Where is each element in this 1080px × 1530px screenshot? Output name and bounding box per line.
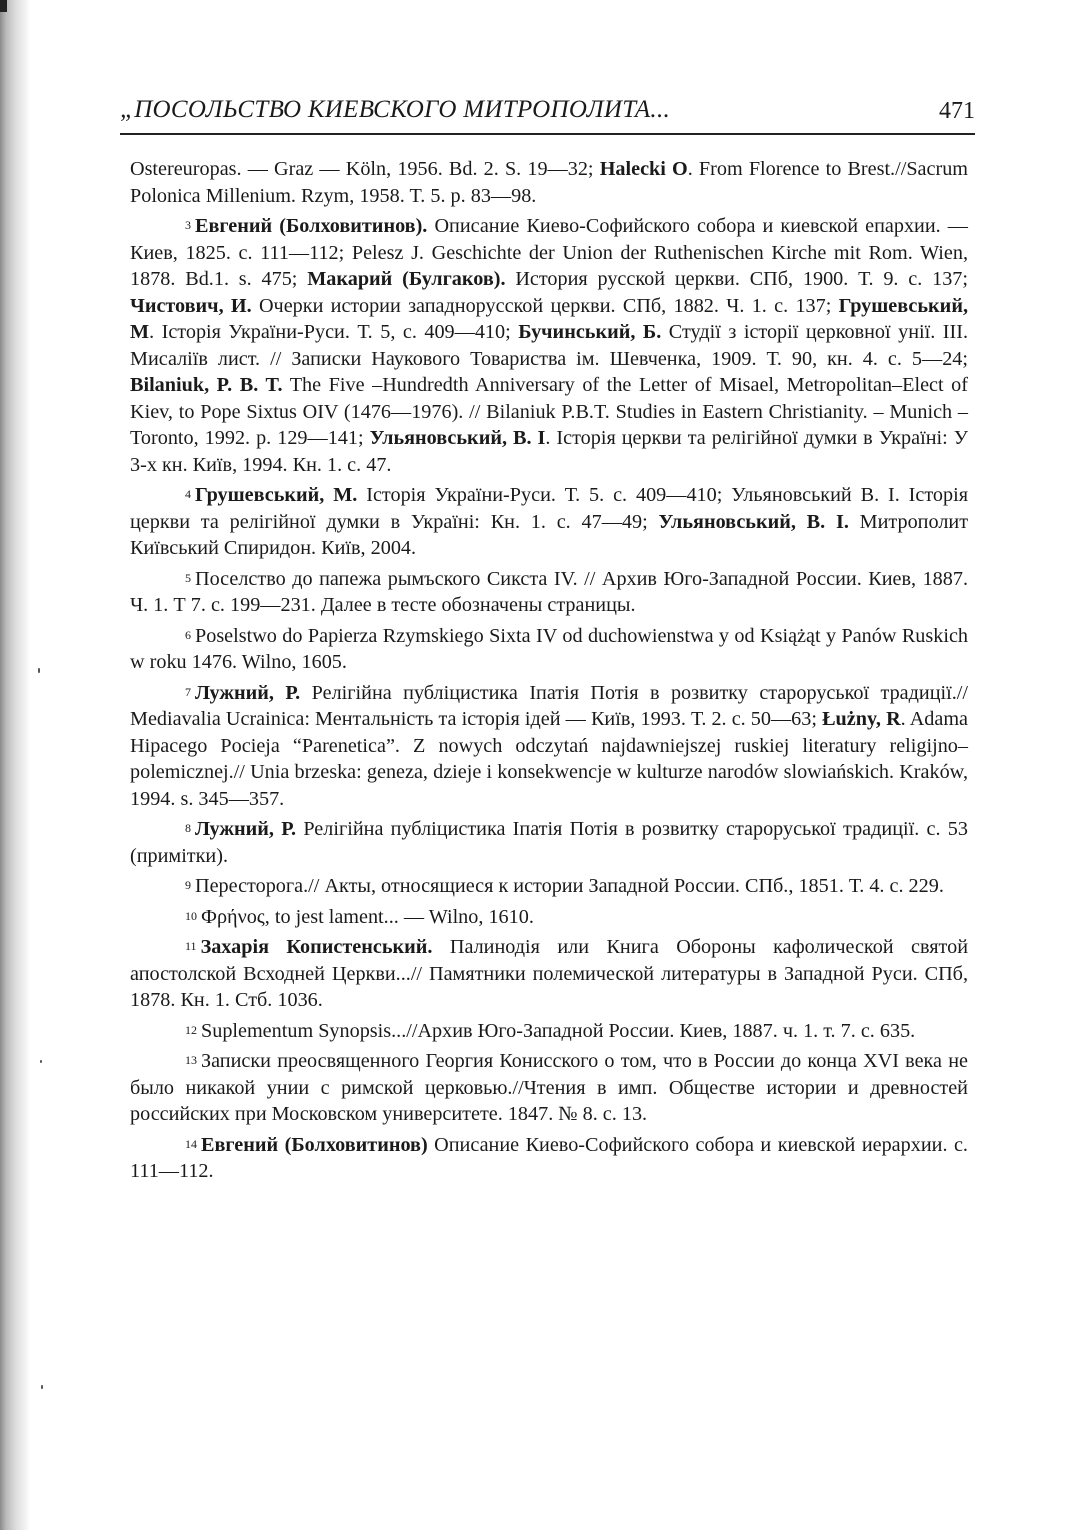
footnote-text: Poselstwo do Papierza Rzymskiego Sixta IV od duchowienstwa y od Książąt y Panów Ruskich w roku 1476. Wilno, 1605. bbox=[130, 624, 968, 673]
scan-speck bbox=[40, 1060, 42, 1063]
footnote-number: 14 bbox=[185, 1136, 197, 1151]
footnote-text: Студії з історії церковної унії. III. Мисаліїв лист. // Записки Наукового Товариства ім. Шевченка, 1909. Т. 90, кн. 4. с. 5—24; bbox=[130, 321, 968, 370]
footnote-author: Лужний, Р. bbox=[195, 818, 297, 840]
footnote-text: Митрополит Київський Спиридон. Київ, 2004. bbox=[130, 510, 969, 559]
footnote-number: 13 bbox=[185, 1053, 197, 1067]
footnote bbox=[130, 566, 968, 619]
footnote-text: Записки преосвященного Георгия Конисского о том, что в России до конца XVI века не было никакой унии с римской церковью.//Чтения в имп. Обществе истории и древностей российских при Московском университете. 1847. № 8. с. 13. bbox=[130, 1050, 968, 1125]
header-rule bbox=[120, 133, 975, 135]
footnote bbox=[130, 156, 968, 209]
running-header bbox=[120, 96, 975, 136]
footnote-author: Макарий (Булгаков). bbox=[307, 268, 506, 290]
footnote bbox=[130, 680, 968, 813]
footnote-text: . Історія церкви та релігійної думки в Україні: У 3-х кн. Київ, 1994. Кн. 1. с. 47. bbox=[130, 427, 968, 476]
footnote-number: 12 bbox=[185, 1022, 197, 1037]
footnote-text: История русской церкви. СПб, 1900. Т. 9. с. 137; bbox=[505, 268, 968, 290]
footnote-number: 10 bbox=[185, 908, 197, 923]
footnote-author: Грушевський, М bbox=[130, 294, 968, 343]
footnote bbox=[130, 482, 968, 562]
footnote bbox=[130, 1132, 968, 1185]
footnote-text: Поселство до папежа рымъского Сикста IV. // Архив Юго-Западной России. Киев, 1887. Ч. 1. Т 7. с. 199—231. Далее в тесте обозначены страницы. bbox=[130, 567, 968, 616]
footnote-text: Очерки истории западнорусской церкви. СПб, 1882. Ч. 1. с. 137; bbox=[251, 294, 839, 317]
footnote-author: Лужний, Р. bbox=[195, 681, 301, 704]
footnote-number: 11 bbox=[185, 939, 197, 953]
footnote-number: 8 bbox=[185, 821, 191, 835]
footnote-text: Історія України-Руси. Т. 5. с. 409—410; Ульяновський В. І. Історія церкви та релігійної думки в Україні: Кн. 1. с. 47—49; bbox=[130, 484, 968, 533]
footnote bbox=[130, 816, 968, 869]
footnote-author: Захарія Копистенський. bbox=[200, 936, 433, 958]
footnote-text: Описание Киево-Софийского собора и киевской иерархии. с. 111—112. bbox=[130, 1133, 968, 1182]
footnote-text: Описание Киево-Софийского собора и киевской епархии. — Киев, 1825. с. 111—112; Pelesz J. Geschichte der Union der Ruthenischen Kirche mit Rom. Wien, 1878. Bd.1. s. 475; bbox=[130, 215, 968, 290]
footnote-author: Ульяновський, В. І bbox=[369, 427, 546, 449]
footnote-author: Łużny, R bbox=[822, 708, 901, 730]
footnote bbox=[130, 904, 968, 931]
footnote-author: Бучинський, Б. bbox=[518, 321, 662, 343]
footnote-text: Фρήνος, to jest lament... — Wilno, 1610. bbox=[201, 905, 534, 928]
footnote bbox=[130, 1018, 968, 1045]
page-gutter-shadow bbox=[0, 0, 30, 1530]
footnote-author: Грушевський, М. bbox=[195, 484, 358, 506]
footnote-number: 3 bbox=[185, 218, 191, 232]
scan-speck bbox=[38, 668, 40, 673]
footnote-author: Ульяновський, В. І. bbox=[658, 510, 849, 533]
footnote bbox=[130, 213, 968, 478]
footnote-text: . From Florence to Brest.//Sacrum Polonica Millenium. Rzym, 1958. T. 5. p. 83—98. bbox=[130, 158, 968, 207]
footnote-number: 7 bbox=[185, 684, 191, 699]
footnote bbox=[130, 1048, 968, 1128]
footnote-number: 9 bbox=[185, 878, 191, 892]
footnote bbox=[130, 623, 968, 676]
footnote-author: Halecki O bbox=[599, 158, 688, 180]
footnote-text: . Adama Hipacego Pocieja “Parenetica”. Z nowych odczytań najdawniejszej ruskiej literatury religijno–polemicznej.// Unia brzeska: geneza, dzieje i konsekwencje w kulturze narodów slowiańskich. Kraków, 1994. s. 345—357. bbox=[130, 708, 968, 810]
footnote-text: Пересторога.// Акты, относящиеся к истории Западной России. СПб., 1851. Т. 4. с. 229. bbox=[195, 875, 944, 897]
footnote-author: Bilaniuk, P. B. T. bbox=[130, 374, 283, 396]
footnotes-list bbox=[130, 156, 968, 1189]
footnote-text: Ostereuropas. — Graz — Köln, 1956. Bd. 2. S. 19—32; bbox=[130, 158, 600, 180]
footnote-author: Евгений (Болховитинов) bbox=[201, 1133, 428, 1156]
corner-mark bbox=[0, 0, 7, 12]
footnote-author: Чистович, И. bbox=[130, 294, 252, 317]
footnote bbox=[130, 934, 968, 1014]
footnote-author: Евгений (Болховитинов). bbox=[195, 215, 428, 237]
footnote-number: 6 bbox=[185, 627, 191, 642]
footnote-text: The Five –Hundredth Anniversary of the Letter of Misael, Metropolitan–Elect of Kiev, to Pope Sixtus OIV (1476—1976). // Bilaniuk P.B.T. Studies in Eastern Christianity. – Munich –Toronto, 1992. p. 129—141; bbox=[130, 374, 968, 449]
footnote-text: Релігійна публіцистика Іпатія Потія в розвитку староруської традиції. с. 53 (примітки). bbox=[130, 818, 968, 867]
footnote-text: Suplementum Synopsis...//Архив Юго-Западной России. Киев, 1887. ч. 1. т. 7. с. 635. bbox=[201, 1019, 916, 1042]
footnote-text: Палинодія или Книга Обороны кафолической святой апостолской Всходней Церкви...// Памятники полемической литературы в Западной Руси. СПб, 1878. Кн. 1. Стб. 1036. bbox=[130, 936, 968, 1011]
footnote-text: Релігійна публіцистика Іпатія Потія в розвитку староруської традиції.// Mediavalia Ucrainica: Ментальність та історія ідей — Київ, 1993. Т. 2. с. 50—63; bbox=[130, 681, 968, 730]
footnote-number: 4 bbox=[185, 487, 191, 501]
footnote-text: . Історія України-Руси. Т. 5, с. 409—410; bbox=[149, 321, 519, 343]
scan-speck bbox=[41, 1385, 43, 1389]
footnote bbox=[130, 873, 968, 900]
page-number: 471 bbox=[939, 98, 975, 124]
footnote-number: 5 bbox=[185, 570, 191, 585]
running-title: „ПОСОЛЬСТВО КИЕВСКОГО МИТРОПОЛИТА... bbox=[120, 96, 671, 123]
